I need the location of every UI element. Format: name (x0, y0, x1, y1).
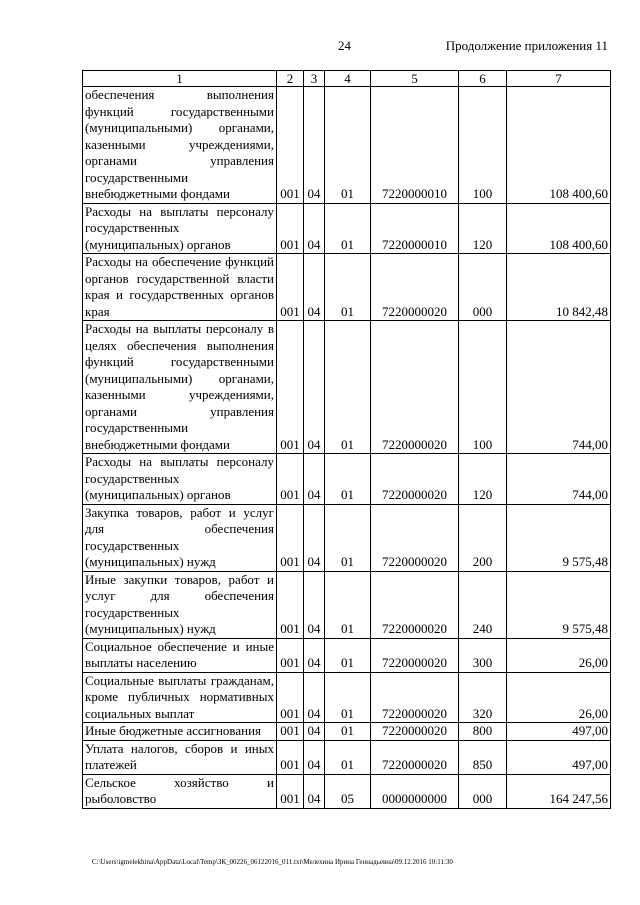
file-path-footer: C:\Users\igmelekhina\AppData\Local\Temp\ЗК_00226_06122016_011.txt\Мелехина Ирина Геннадьевна\09.12.2016 10:11:30 (92, 858, 453, 866)
expense-name-cell: Расходы на выплаты персоналу государственных (муниципальных) органов (83, 203, 277, 254)
expense-name-cell: обеспечения выполнения функций государственными (муниципальными) органами, казенными учреждениями, органами управления государственными внебюджетными фондами (83, 87, 277, 204)
table-row (83, 203, 611, 254)
ministry-code-cell: 001 (277, 672, 304, 723)
expense-type-cell: 320 (459, 672, 507, 723)
target-article-cell: 7220000020 (371, 504, 459, 571)
column-number: 1 (83, 71, 277, 87)
expense-type-cell: 300 (459, 638, 507, 672)
expense-name-cell: Социальные выплаты гражданам, кроме публичных нормативных социальных выплат (83, 672, 277, 723)
target-article-cell: 7220000020 (371, 723, 459, 741)
amount-cell: 9 575,48 (507, 571, 611, 638)
expense-type-cell: 000 (459, 774, 507, 808)
expense-type-cell: 850 (459, 740, 507, 774)
section-code-cell: 04 (304, 672, 325, 723)
section-code-cell: 04 (304, 321, 325, 454)
subsection-code-cell: 01 (325, 203, 371, 254)
subsection-code-cell: 01 (325, 740, 371, 774)
column-number: 4 (325, 71, 371, 87)
expense-name-cell: Расходы на выплаты персоналу в целях обеспечения выполнения функций государственными (муниципальными) органами, казенными учреждениями, органами управления государственными внебюджетными фондами (83, 321, 277, 454)
amount-cell: 9 575,48 (507, 504, 611, 571)
table-row (83, 321, 611, 454)
table-row (83, 638, 611, 672)
table-row (83, 454, 611, 505)
expense-type-cell: 000 (459, 254, 507, 321)
subsection-code-cell: 01 (325, 504, 371, 571)
section-code-cell: 04 (304, 87, 325, 204)
amount-cell: 26,00 (507, 638, 611, 672)
expense-name-cell: Расходы на обеспечение функций органов государственной власти края и государственных органов края (83, 254, 277, 321)
section-code-cell: 04 (304, 740, 325, 774)
ministry-code-cell: 001 (277, 321, 304, 454)
subsection-code-cell: 01 (325, 454, 371, 505)
amount-cell: 497,00 (507, 740, 611, 774)
section-code-cell: 04 (304, 571, 325, 638)
subsection-code-cell: 01 (325, 87, 371, 204)
target-article-cell: 7220000020 (371, 571, 459, 638)
amount-cell: 108 400,60 (507, 203, 611, 254)
section-code-cell: 04 (304, 504, 325, 571)
table-row (83, 254, 611, 321)
section-code-cell: 04 (304, 723, 325, 741)
section-code-cell: 04 (304, 203, 325, 254)
column-number: 3 (304, 71, 325, 87)
continuation-label: Продолжение приложения 11 (445, 38, 608, 53)
target-article-cell: 7220000020 (371, 321, 459, 454)
subsection-code-cell: 01 (325, 638, 371, 672)
column-number: 5 (371, 71, 459, 87)
table-row (83, 504, 611, 571)
column-number: 7 (507, 71, 611, 87)
expense-name-cell: Иные закупки товаров, работ и услуг для обеспечения государственных (муниципальных) нужд (83, 571, 277, 638)
subsection-code-cell: 01 (325, 672, 371, 723)
ministry-code-cell: 001 (277, 571, 304, 638)
ministry-code-cell: 001 (277, 774, 304, 808)
amount-cell: 10 842,48 (507, 254, 611, 321)
section-code-cell: 04 (304, 254, 325, 321)
table-row (83, 571, 611, 638)
subsection-code-cell: 05 (325, 774, 371, 808)
ministry-code-cell: 001 (277, 203, 304, 254)
expense-type-cell: 100 (459, 87, 507, 204)
amount-cell: 744,00 (507, 321, 611, 454)
table-row (83, 740, 611, 774)
ministry-code-cell: 001 (277, 454, 304, 505)
expense-type-cell: 120 (459, 203, 507, 254)
amount-cell: 108 400,60 (507, 87, 611, 204)
ministry-code-cell: 001 (277, 254, 304, 321)
target-article-cell: 7220000020 (371, 740, 459, 774)
ministry-code-cell: 001 (277, 740, 304, 774)
expense-type-cell: 800 (459, 723, 507, 741)
section-code-cell: 04 (304, 454, 325, 505)
subsection-code-cell: 01 (325, 723, 371, 741)
table-row (83, 87, 611, 204)
expense-type-cell: 200 (459, 504, 507, 571)
section-code-cell: 04 (304, 638, 325, 672)
column-number-row (83, 71, 611, 87)
target-article-cell: 7220000010 (371, 203, 459, 254)
target-article-cell: 7220000010 (371, 87, 459, 204)
table-row (83, 774, 611, 808)
expense-name-cell: Расходы на выплаты персоналу государственных (муниципальных) органов (83, 454, 277, 505)
section-code-cell: 04 (304, 774, 325, 808)
target-article-cell: 7220000020 (371, 638, 459, 672)
amount-cell: 164 247,56 (507, 774, 611, 808)
target-article-cell: 7220000020 (371, 254, 459, 321)
ministry-code-cell: 001 (277, 723, 304, 741)
expense-name-cell: Закупка товаров, работ и услуг для обеспечения государственных (муниципальных) нужд (83, 504, 277, 571)
table-row (83, 723, 611, 741)
ministry-code-cell: 001 (277, 504, 304, 571)
subsection-code-cell: 01 (325, 254, 371, 321)
amount-cell: 497,00 (507, 723, 611, 741)
table-row (83, 672, 611, 723)
page-number: 24 (338, 38, 351, 53)
expense-type-cell: 240 (459, 571, 507, 638)
expense-name-cell: Иные бюджетные ассигнования (83, 723, 277, 741)
ministry-code-cell: 001 (277, 87, 304, 204)
column-number: 2 (277, 71, 304, 87)
ministry-code-cell: 001 (277, 638, 304, 672)
expense-name-cell: Социальное обеспечение и иные выплаты населению (83, 638, 277, 672)
expense-type-cell: 100 (459, 321, 507, 454)
target-article-cell: 7220000020 (371, 672, 459, 723)
amount-cell: 744,00 (507, 454, 611, 505)
subsection-code-cell: 01 (325, 321, 371, 454)
subsection-code-cell: 01 (325, 571, 371, 638)
target-article-cell: 0000000000 (371, 774, 459, 808)
expense-name-cell: Уплата налогов, сборов и иных платежей (83, 740, 277, 774)
amount-cell: 26,00 (507, 672, 611, 723)
expense-type-cell: 120 (459, 454, 507, 505)
column-number: 6 (459, 71, 507, 87)
target-article-cell: 7220000020 (371, 454, 459, 505)
budget-table (82, 70, 611, 809)
expense-name-cell: Сельское хозяйство и рыболовство (83, 774, 277, 808)
